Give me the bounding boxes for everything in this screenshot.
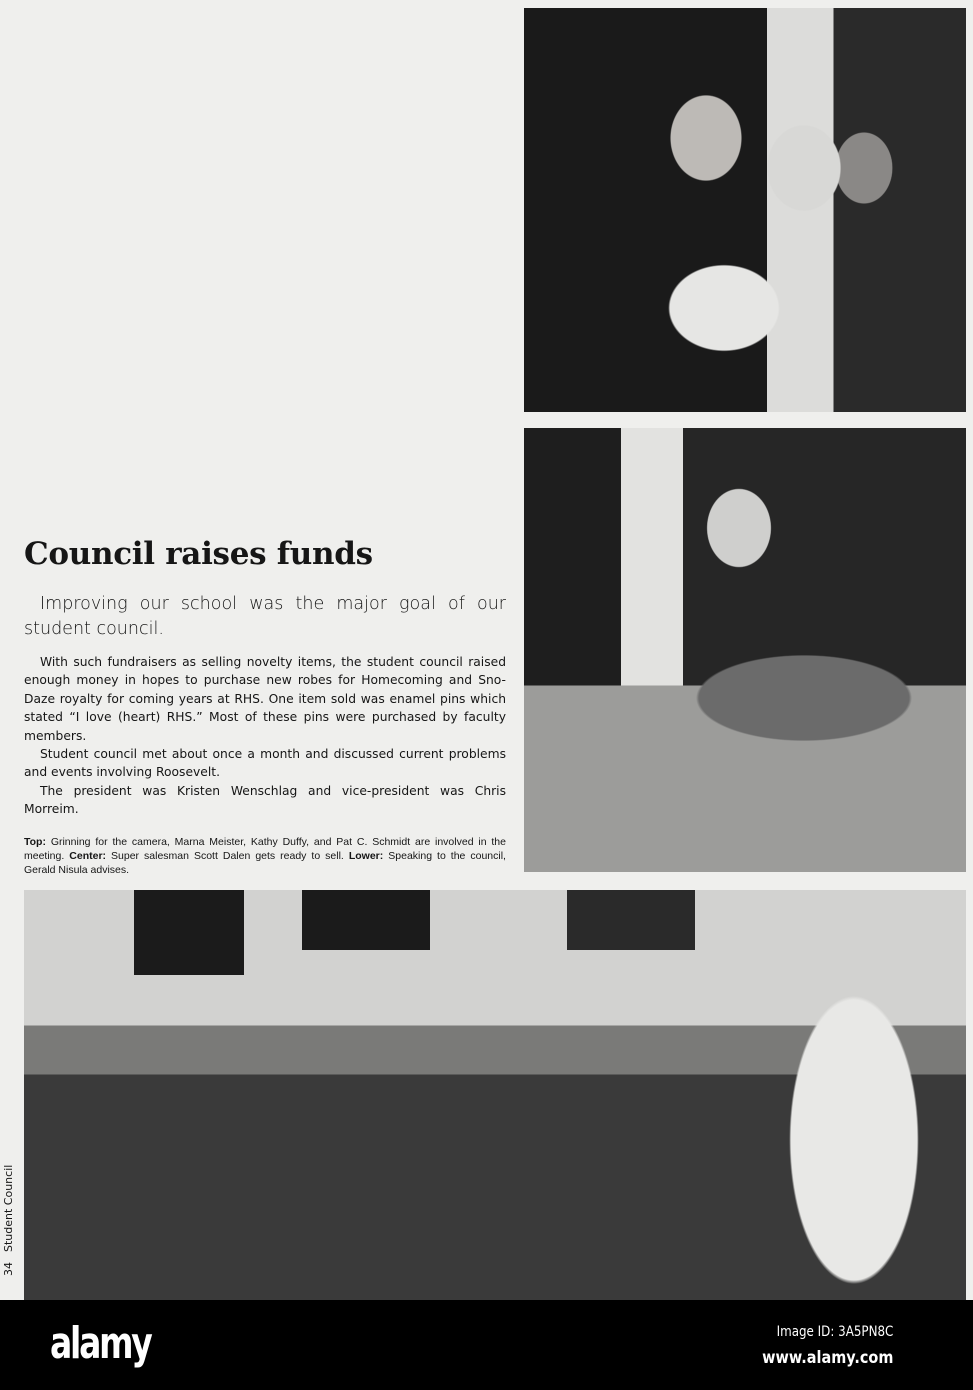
photo-caption: [24, 835, 506, 877]
watermark-footer: [0, 1300, 973, 1390]
caption-label-top: Top:: [24, 836, 46, 848]
caption-text-center: Super salesman Scott Dalen gets ready to sell.: [106, 850, 349, 862]
article-title: Council raises funds: [24, 536, 373, 572]
photo-center-salesman: [524, 428, 966, 872]
photo-lower-advisor-speaking: [24, 890, 966, 1300]
caption-label-lower: Lower:: [348, 850, 384, 862]
caption-text-lower: Speaking to the council, Gerald Nisula advises.: [24, 850, 506, 876]
body-paragraph: Student council met about once a month and discussed current problems and events involving Roosevelt.: [24, 747, 506, 780]
page-folio: [2, 1155, 15, 1276]
body-paragraph: With such fundraisers as selling novelty items, the student council raised enough money in hopes to purchase new robes for Homecoming and Sno-Daze royalty for coming years at RHS. One item sold was enamel pins which stated “I love (heart) RHS.” Most of these pins were purchased by faculty members.: [24, 655, 506, 743]
image-id: Image ID: 3A5PN8C: [776, 1324, 893, 1340]
site-url: www.alamy.com: [761, 1348, 893, 1368]
article-body: [24, 653, 506, 819]
section-name: Student Council: [2, 1164, 15, 1252]
page-number: 34: [2, 1262, 15, 1276]
alamy-logo: alamy: [50, 1318, 151, 1369]
caption-text-top: Grinning for the camera, Marna Meister, Kathy Duffy, and Pat C. Schmidt are involved in the meeting.: [24, 836, 506, 862]
body-paragraph: The president was Kristen Wenschlag and vice-president was Chris Morreim.: [24, 783, 506, 817]
photo-top-students-grinning: [524, 8, 966, 412]
article-lead: Improving our school was the major goal of our student council.: [24, 594, 506, 639]
caption-label-center: Center:: [69, 850, 107, 862]
